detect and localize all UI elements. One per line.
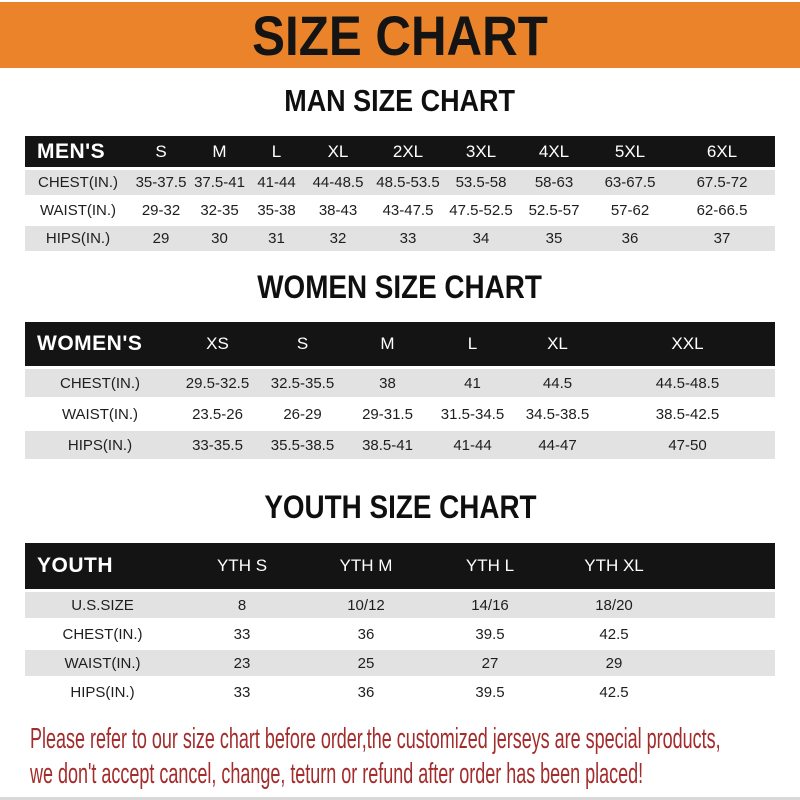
cell: 14/16 — [471, 596, 509, 614]
cell: 38-43 — [318, 202, 358, 219]
cell: 35 — [545, 230, 563, 247]
filler-cell — [676, 650, 775, 676]
header-row — [25, 136, 775, 167]
column-header: 3XL — [465, 141, 497, 161]
filler-cell — [676, 543, 775, 589]
row-label: CHEST(IN.) — [60, 374, 140, 392]
column-header: 2XL — [392, 141, 424, 161]
filler-cell — [676, 592, 775, 618]
row-label: WAIST(IN.) — [61, 405, 139, 423]
youth-heading — [0, 488, 800, 526]
disclaimer-line-2 — [30, 759, 800, 794]
disclaimer-line-1-text: Please refer to our size chart before order,the customized jerseys are special products, — [30, 723, 721, 755]
table-row — [25, 226, 775, 251]
size-chart-banner — [0, 2, 800, 68]
row-label: U.S.SIZE — [71, 596, 134, 614]
cell: 36 — [357, 625, 375, 643]
column-header: YTH M — [339, 556, 393, 575]
table-header-label: YOUTH — [37, 554, 113, 577]
row-label: WAIST(IN.) — [64, 654, 141, 672]
youth-heading-text: YOUTH SIZE CHART — [263, 489, 537, 525]
cell: 25 — [357, 654, 375, 672]
cell: 32 — [329, 230, 347, 247]
cell: 33 — [233, 683, 251, 701]
cell: 47-50 — [668, 436, 707, 454]
youth-size-table — [25, 540, 775, 708]
cell: 52.5-57 — [528, 202, 580, 219]
row-label: CHEST(IN.) — [38, 174, 118, 191]
cell: 44.5-48.5 — [655, 374, 720, 392]
table-row — [25, 400, 775, 428]
men-heading — [0, 83, 800, 119]
filler-cell — [676, 679, 775, 705]
cell: 10/12 — [347, 596, 385, 614]
disclaimer — [30, 724, 800, 794]
youth-section — [0, 488, 800, 708]
women-heading-text: WOMEN SIZE CHART — [257, 269, 543, 305]
row-label: CHEST(IN.) — [62, 625, 143, 643]
cell: 29 — [605, 654, 623, 672]
row-label: WAIST(IN.) — [39, 202, 117, 219]
cell: 29-32 — [141, 202, 181, 219]
filler-cell — [676, 621, 775, 647]
column-header: S — [296, 334, 309, 353]
column-header: 5XL — [614, 141, 646, 161]
table-row — [25, 679, 775, 705]
cell: 42.5 — [599, 683, 629, 701]
column-header: XXL — [671, 334, 704, 353]
cell: 39.5 — [475, 625, 505, 643]
cell: 31 — [268, 230, 285, 247]
column-header: 6XL — [706, 141, 738, 161]
women-size-table — [25, 319, 775, 462]
table-row — [25, 621, 775, 647]
cell: 41 — [464, 374, 481, 392]
cell: 23 — [233, 654, 251, 672]
cell: 33 — [399, 230, 417, 247]
row-label: HIPS(IN.) — [67, 436, 133, 454]
men-size-table — [25, 133, 775, 254]
table-header-label: WOMEN'S — [37, 332, 143, 355]
cell: 44-48.5 — [312, 174, 364, 191]
cell: 67.5-72 — [696, 174, 748, 191]
banner-title: SIZE CHART — [252, 3, 548, 67]
table-row — [25, 431, 775, 459]
table-row — [25, 592, 775, 618]
cell: 62-66.5 — [696, 202, 748, 219]
cell: 44.5 — [542, 374, 573, 392]
cell: 33 — [233, 625, 251, 643]
cell: 32.5-35.5 — [270, 374, 335, 392]
column-header: XL — [327, 141, 349, 161]
column-header: YTH L — [465, 556, 515, 575]
cell: 41-44 — [257, 174, 296, 191]
cell: 27 — [481, 654, 499, 672]
header-row — [25, 543, 775, 589]
row-label: HIPS(IN.) — [70, 683, 135, 701]
row-label: HIPS(IN.) — [45, 230, 111, 247]
cell: 36 — [621, 230, 639, 247]
table-header-label: MEN'S — [37, 139, 106, 163]
column-header: XS — [206, 334, 229, 353]
column-header: XL — [547, 334, 568, 353]
women-heading — [0, 268, 800, 306]
cell: 34 — [472, 230, 490, 247]
cell: 35-37.5 — [135, 174, 187, 191]
column-header: YTH XL — [584, 556, 644, 575]
table-row — [25, 650, 775, 676]
cell: 53.5-58 — [455, 174, 507, 191]
header-row — [25, 322, 775, 366]
cell: 23.5-26 — [192, 405, 243, 423]
cell: 34.5-38.5 — [525, 405, 590, 423]
cell: 37 — [713, 230, 731, 247]
women-section — [0, 268, 800, 462]
cell: 44-47 — [538, 436, 577, 454]
cell: 31.5-34.5 — [440, 405, 505, 423]
cell: 8 — [237, 596, 247, 614]
column-header: 4XL — [538, 141, 570, 161]
cell: 29 — [152, 230, 170, 247]
disclaimer-line-2-text: we don't accept cancel, change, teturn or refund after order has been placed! — [30, 758, 644, 790]
table-row — [25, 170, 775, 195]
cell: 29.5-32.5 — [185, 374, 250, 392]
cell: 37.5-41 — [194, 174, 245, 191]
column-header: M — [380, 334, 395, 353]
table-row — [25, 369, 775, 397]
column-header: L — [467, 334, 478, 353]
cell: 38.5-41 — [362, 436, 413, 454]
cell: 33-35.5 — [192, 436, 243, 454]
cell: 47.5-52.5 — [449, 202, 513, 219]
cell: 35.5-38.5 — [270, 436, 335, 454]
cell: 42.5 — [599, 625, 629, 643]
cell: 41-44 — [453, 436, 492, 454]
column-header: L — [271, 141, 282, 161]
cell: 63-67.5 — [604, 174, 656, 191]
cell: 48.5-53.5 — [376, 174, 440, 191]
men-section — [0, 83, 800, 254]
column-header: M — [212, 141, 227, 161]
cell: 36 — [357, 683, 375, 701]
cell: 38.5-42.5 — [655, 405, 720, 423]
table-row — [25, 198, 775, 223]
disclaimer-line-1 — [30, 724, 800, 759]
cell: 58-63 — [534, 174, 574, 191]
column-header: S — [155, 141, 167, 161]
cell: 26-29 — [283, 405, 322, 423]
men-heading-text: MAN SIZE CHART — [284, 83, 516, 118]
cell: 35-38 — [257, 202, 296, 219]
column-header: YTH S — [216, 556, 268, 575]
cell: 39.5 — [475, 683, 505, 701]
cell: 29-31.5 — [362, 405, 413, 423]
cell: 32-35 — [200, 202, 239, 219]
cell: 38 — [379, 374, 396, 392]
cell: 30 — [211, 230, 228, 247]
cell: 57-62 — [610, 202, 650, 219]
cell: 43-47.5 — [382, 202, 434, 219]
cell: 18/20 — [595, 596, 633, 614]
